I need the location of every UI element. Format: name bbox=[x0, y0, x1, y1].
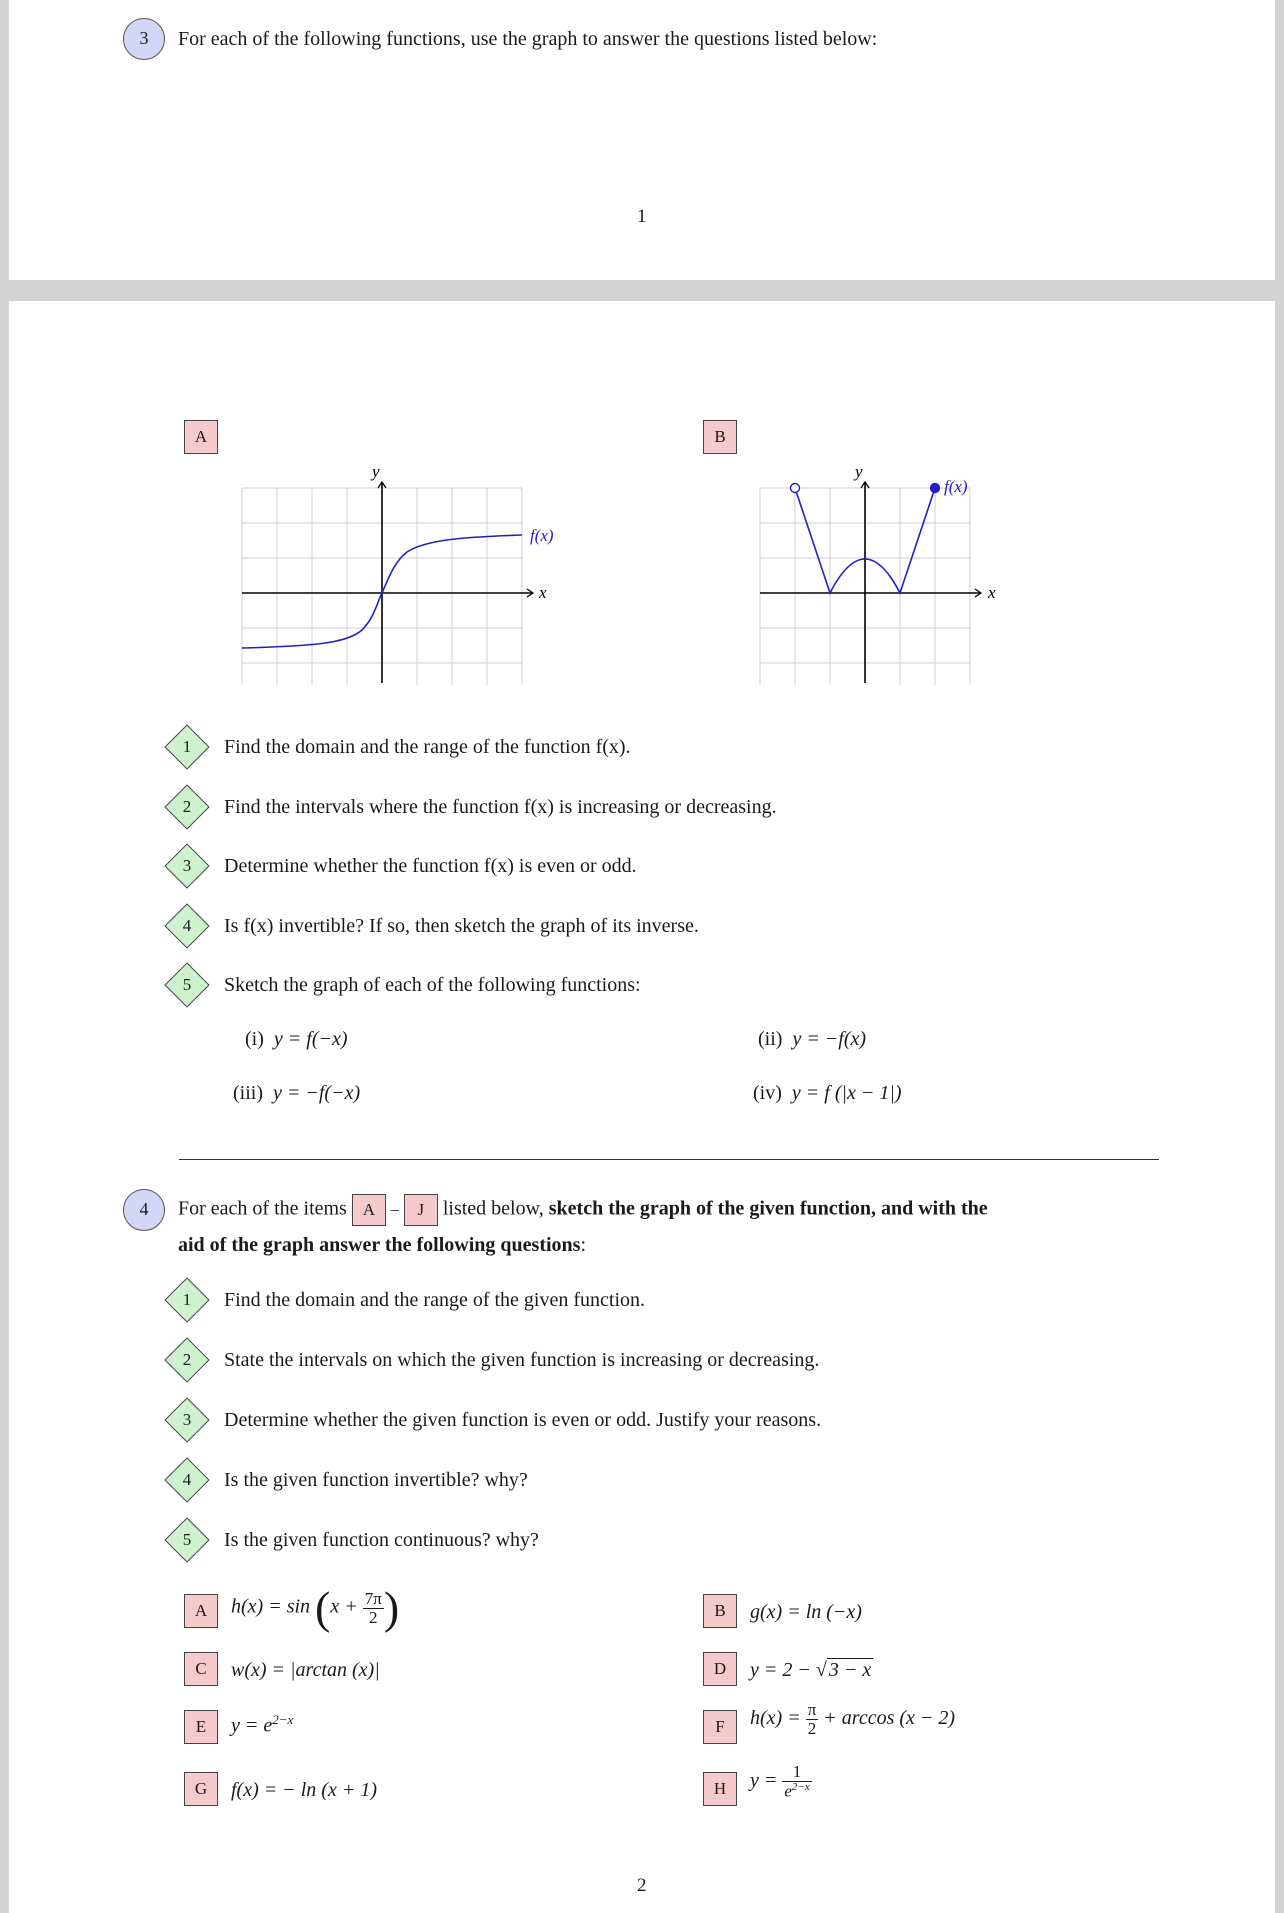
p4-question-3-text: Determine whether the given function is even or odd. Justify your reasons. bbox=[224, 1409, 822, 1431]
p4-question-1-marker: 1 bbox=[164, 1277, 210, 1323]
p4-question-5-marker: 5 bbox=[164, 1517, 210, 1563]
p4-question-2-marker: 2 bbox=[164, 1337, 210, 1383]
p4-question-4-text: Is the given function invertible? why? bbox=[224, 1469, 528, 1491]
question-1-text: Find the domain and the range of the function f(x). bbox=[224, 736, 631, 758]
question-5-text: Sketch the graph of each of the following functions: bbox=[224, 974, 641, 996]
p4-question-4-marker: 4 bbox=[164, 1457, 210, 1503]
graph-a-y-label: y bbox=[372, 462, 380, 481]
p4-question-3-marker: 3 bbox=[164, 1397, 210, 1443]
graph-b-y-label: y bbox=[855, 462, 863, 481]
item-e-expr: $y = e^{2-x}$ bbox=[231, 1712, 294, 1737]
question-1-marker: 1 bbox=[164, 724, 210, 770]
graph-b-curve-label: f(x) bbox=[944, 477, 968, 496]
problem-4-intro-line-1: For each of the items A – J listed below, sketch the graph of the given function, and with the bbox=[178, 1194, 988, 1226]
graph-b-open-point bbox=[791, 484, 800, 493]
item-a-label: A bbox=[184, 1594, 218, 1628]
p4-question-5-text: Is the given function continuous? why? bbox=[224, 1529, 539, 1551]
p4-question-2-text: State the intervals on which the given function is increasing or decreasing. bbox=[224, 1349, 820, 1371]
question-4-text: Is f(x) invertible? If so, then sketch the graph of its inverse. bbox=[224, 915, 699, 937]
graph-b-label: B bbox=[703, 420, 737, 454]
section-divider bbox=[179, 1159, 1159, 1160]
problem-4-number: 4 bbox=[123, 1189, 165, 1231]
item-a-expr: h(x) = sin (x + $\frac{7\pi}{2}$ ) bbox=[231, 1582, 400, 1633]
question-2-marker: 2 bbox=[164, 784, 210, 830]
question-3-text: Determine whether the function f(x) is even or odd. bbox=[224, 855, 637, 877]
sub-part-iii: (iii) y = −f(−x) bbox=[233, 1082, 361, 1104]
item-c-expr: w(x) = |arctan (x)| bbox=[231, 1659, 380, 1681]
page-1 bbox=[9, 0, 1275, 280]
sub-part-ii: (ii) y = −f(x) bbox=[758, 1028, 867, 1050]
page-2 bbox=[9, 301, 1275, 1913]
item-g-expr: f(x) = − ln (x + 1) bbox=[231, 1779, 377, 1801]
question-4-marker: 4 bbox=[164, 903, 210, 949]
problem-4-intro-line-2: aid of the graph answer the following questions: bbox=[178, 1234, 587, 1256]
item-b-label: B bbox=[703, 1594, 737, 1628]
page-number-2: 2 bbox=[637, 1875, 647, 1896]
item-f-expr: h(x) = $\frac{\pi}{2}$ + arccos (x − 2) bbox=[750, 1700, 956, 1738]
item-d-expr: y = 2 − √ 3 − x bbox=[750, 1659, 872, 1681]
item-h-expr: y = $\frac{1}{e^{2-x}}$ bbox=[750, 1762, 810, 1801]
question-3-marker: 3 bbox=[164, 843, 210, 889]
problem-3-number: 3 bbox=[123, 18, 165, 60]
graph-a-curve-label: f(x) bbox=[530, 526, 554, 545]
page-number-1: 1 bbox=[637, 206, 647, 227]
item-d-label: D bbox=[703, 1652, 737, 1686]
graph-a-x-label: x bbox=[539, 583, 547, 602]
sub-part-iv: (iv) y = f (|x − 1|) bbox=[753, 1082, 902, 1104]
question-2-text: Find the intervals where the function f(x) is increasing or decreasing. bbox=[224, 796, 777, 818]
item-b-expr: g(x) = ln (−x) bbox=[750, 1601, 862, 1623]
sub-part-i: (i) y = f(−x) bbox=[245, 1028, 348, 1050]
graph-a-label: A bbox=[184, 420, 218, 454]
graph-b bbox=[749, 455, 1009, 685]
graph-b-x-label: x bbox=[988, 583, 996, 602]
item-f-label: F bbox=[703, 1710, 737, 1744]
item-e-label: E bbox=[184, 1710, 218, 1744]
problem-3-text: For each of the following functions, use the graph to answer the questions listed below: bbox=[178, 28, 878, 50]
item-c-label: C bbox=[184, 1652, 218, 1686]
graph-b-closed-point bbox=[931, 484, 940, 493]
question-5-marker: 5 bbox=[164, 962, 210, 1008]
p4-question-1-text: Find the domain and the range of the given function. bbox=[224, 1289, 646, 1311]
item-g-label: G bbox=[184, 1772, 218, 1806]
item-h-label: H bbox=[703, 1772, 737, 1806]
graph-a bbox=[227, 455, 667, 685]
